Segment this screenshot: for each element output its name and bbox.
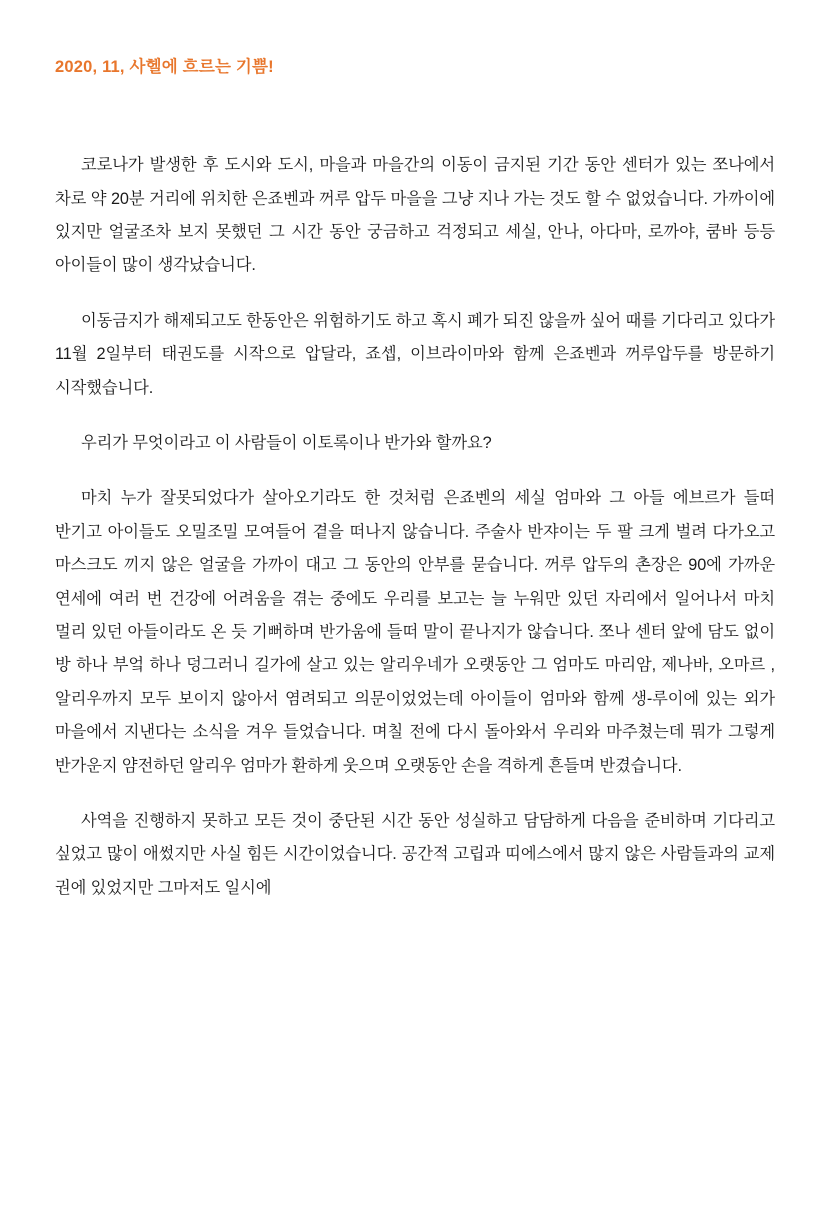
paragraph: 마치 누가 잘못되었다가 살아오기라도 한 것처럼 은죠벤의 세실 엄마와 그 아들 에브르가 들떠 반기고 아이들도 오밀조밀 모여들어 곁을 떠나지 않습니다. 주술사 반쟈이는 두 팔 크게 벌려 다가오고 마스크도 끼지 않은 얼굴을 가까이 대고 그 동안의 안부를 묻습니다. 꺼루 압두의 촌장은 90에 가까운 연세에 여러 번 건강에 어려움을 겪는 중에도 우리를 보고는 늘 누워만 있던 자리에서 일어나서 마치 멀리 있던 아들이라도 온 듯 기뻐하며 반가움에 들떠 말이 끝나지가 않습니다. 쪼나 센터 앞에 담도 없이 방 하나 부엌 하나 덩그러니 길가에 살고 있는 알리우네가 오랫동안 그 엄마도 마리암, 제나바, 오마르 ,알리우까지 모두 보이지 않아서 염려되고 의문이었었는데 아이들이 엄마와 함께 생-루이에 있는 외가 마을에서 지낸다는 소식을 겨우 들었습니다. 며칠 전에 다시 돌아와서 우리와 마주쳤는데 뭐가 그렇게 반가운지 얌전하던 알리우 엄마가 환하게 웃으며 오랫동안 손을 격하게 흔들며 반겼습니다. [55, 489, 775, 775]
document-title: 2020, 11, 사헬에 흐르는 기쁨! [55, 58, 274, 76]
paragraph: 우리가 무엇이라고 이 사람들이 이토록이나 반가와 할까요? [81, 433, 492, 452]
paragraph: 사역을 진행하지 못하고 모든 것이 중단된 시간 동안 성실하고 담담하게 다음을 준비하며 기다리고 싶었고 많이 애썼지만 사실 힘든 시간이었습니다. 공간적 고립과 띠에스에서 많지 않은 사람들과의 교제 권에 있었지만 그마저도 일시에 [55, 812, 775, 897]
paragraph: 이동금지가 해제되고도 한동안은 위험하기도 하고 혹시 폐가 되진 않을까 싶어 때를 기다리고 있다가 11월 2일부터 태권도를 시작으로 압달라, 죠셉, 이브라이마와 함께 은죠벤과 꺼루압두를 방문하기 시작했습니다. [55, 311, 775, 397]
paragraph: 코로나가 발생한 후 도시와 도시, 마을과 마을간의 이동이 금지된 기간 동안 센터가 있는 쪼나에서 차로 약 20분 거리에 위치한 은죠벤과 꺼루 압두 마을을 그냥 지나 가는 것도 할 수 없었습니다. 가까이에 있지만 얼굴조차 보지 못했던 그 시간 동안 궁금하고 걱정되고 세실, 안나, 아다마, 로까야, 쿰바 등등 아이들이 많이 생각났습니다. [55, 156, 775, 275]
document-body [55, 149, 775, 905]
